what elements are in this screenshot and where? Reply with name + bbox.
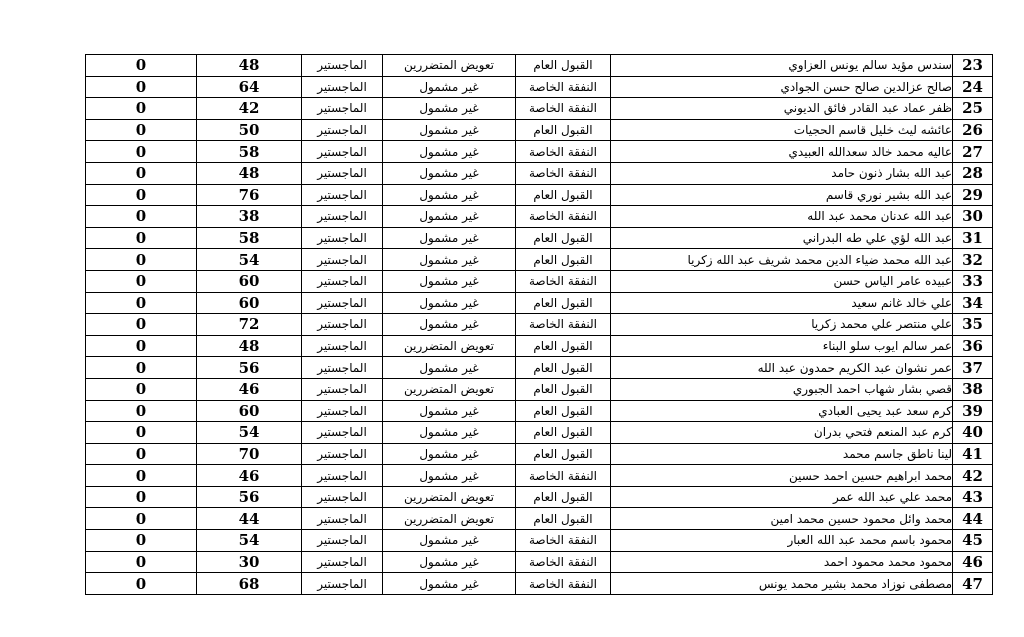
compensation-cell: تعويض المتضررين [383, 378, 516, 400]
score-cell: 76 [197, 184, 302, 206]
table-row [86, 227, 993, 249]
table-row [86, 400, 993, 422]
student-name-cell: علي منتصر علي محمد زكريا [611, 314, 953, 336]
row-number-cell: 29 [953, 184, 993, 206]
compensation-cell: تعويض المتضررين [383, 508, 516, 530]
score-cell: 60 [197, 400, 302, 422]
degree-cell: الماجستير [302, 270, 383, 292]
value-cell: 0 [86, 422, 197, 444]
value-cell: 0 [86, 465, 197, 487]
compensation-cell: غير مشمول [383, 573, 516, 595]
admission-channel-cell: النفقة الخاصة [516, 162, 611, 184]
student-name-cell: كرم عبد المنعم فتحي بدران [611, 422, 953, 444]
row-number-cell: 34 [953, 292, 993, 314]
student-name-cell: عبد الله عدنان محمد عبد الله [611, 206, 953, 228]
score-cell: 68 [197, 573, 302, 595]
table-row [86, 508, 993, 530]
admission-channel-cell: القبول العام [516, 443, 611, 465]
degree-cell: الماجستير [302, 378, 383, 400]
compensation-cell: غير مشمول [383, 400, 516, 422]
student-name-cell: صالح عزالدين صالح حسن الجوادي [611, 76, 953, 98]
student-name-cell: عمر سالم ايوب سلو البناء [611, 335, 953, 357]
compensation-cell: غير مشمول [383, 98, 516, 120]
student-name-cell: سندس مؤيد سالم يونس العزاوي [611, 55, 953, 77]
compensation-cell: غير مشمول [383, 249, 516, 271]
score-cell: 42 [197, 98, 302, 120]
table-row [86, 76, 993, 98]
table-row [86, 443, 993, 465]
table-row [86, 119, 993, 141]
score-cell: 64 [197, 76, 302, 98]
student-name-cell: ظفر عماد عبد القادر فائق الديوني [611, 98, 953, 120]
compensation-cell: تعويض المتضررين [383, 55, 516, 77]
value-cell: 0 [86, 400, 197, 422]
admission-channel-cell: القبول العام [516, 227, 611, 249]
table-row [86, 98, 993, 120]
value-cell: 0 [86, 314, 197, 336]
degree-cell: الماجستير [302, 335, 383, 357]
row-number-cell: 43 [953, 486, 993, 508]
compensation-cell: غير مشمول [383, 141, 516, 163]
degree-cell: الماجستير [302, 98, 383, 120]
score-cell: 58 [197, 227, 302, 249]
score-cell: 60 [197, 270, 302, 292]
score-cell: 48 [197, 162, 302, 184]
score-cell: 70 [197, 443, 302, 465]
compensation-cell: غير مشمول [383, 551, 516, 573]
degree-cell: الماجستير [302, 55, 383, 77]
admission-channel-cell: النفقة الخاصة [516, 551, 611, 573]
table-row [86, 162, 993, 184]
row-number-cell: 31 [953, 227, 993, 249]
value-cell: 0 [86, 378, 197, 400]
value-cell: 0 [86, 443, 197, 465]
score-cell: 56 [197, 357, 302, 379]
admission-channel-cell: القبول العام [516, 249, 611, 271]
value-cell: 0 [86, 162, 197, 184]
student-name-cell: عبيده عامر الياس حسن [611, 270, 953, 292]
degree-cell: الماجستير [302, 141, 383, 163]
degree-cell: الماجستير [302, 422, 383, 444]
student-name-cell: لينا ناطق جاسم محمد [611, 443, 953, 465]
table-row [86, 486, 993, 508]
value-cell: 0 [86, 98, 197, 120]
compensation-cell: غير مشمول [383, 422, 516, 444]
table-row [86, 314, 993, 336]
table-row [86, 249, 993, 271]
score-cell: 38 [197, 206, 302, 228]
score-cell: 60 [197, 292, 302, 314]
table-row [86, 422, 993, 444]
row-number-cell: 44 [953, 508, 993, 530]
score-cell: 48 [197, 335, 302, 357]
score-cell: 44 [197, 508, 302, 530]
row-number-cell: 38 [953, 378, 993, 400]
degree-cell: الماجستير [302, 314, 383, 336]
admission-channel-cell: النفقة الخاصة [516, 314, 611, 336]
table-row [86, 530, 993, 552]
degree-cell: الماجستير [302, 530, 383, 552]
table-row [86, 184, 993, 206]
compensation-cell: غير مشمول [383, 270, 516, 292]
value-cell: 0 [86, 530, 197, 552]
row-number-cell: 36 [953, 335, 993, 357]
value-cell: 0 [86, 335, 197, 357]
row-number-cell: 24 [953, 76, 993, 98]
admission-channel-cell: النفقة الخاصة [516, 98, 611, 120]
table-row [86, 551, 993, 573]
value-cell: 0 [86, 206, 197, 228]
row-number-cell: 47 [953, 573, 993, 595]
degree-cell: الماجستير [302, 443, 383, 465]
row-number-cell: 37 [953, 357, 993, 379]
student-name-cell: عبد الله بشار ذنون حامد [611, 162, 953, 184]
admission-channel-cell: النفقة الخاصة [516, 270, 611, 292]
degree-cell: الماجستير [302, 292, 383, 314]
student-name-cell: عبد الله محمد ضياء الدين محمد شريف عبد الله زكريا [611, 249, 953, 271]
score-cell: 54 [197, 530, 302, 552]
admission-channel-cell: القبول العام [516, 184, 611, 206]
row-number-cell: 42 [953, 465, 993, 487]
degree-cell: الماجستير [302, 486, 383, 508]
admission-channel-cell: القبول العام [516, 378, 611, 400]
row-number-cell: 23 [953, 55, 993, 77]
student-name-cell: عاليه محمد خالد سعدالله العبيدي [611, 141, 953, 163]
degree-cell: الماجستير [302, 206, 383, 228]
row-number-cell: 30 [953, 206, 993, 228]
row-number-cell: 28 [953, 162, 993, 184]
student-name-cell: كرم سعد عبد يحيى العبادي [611, 400, 953, 422]
student-name-cell: علي خالد غانم سعيد [611, 292, 953, 314]
degree-cell: الماجستير [302, 400, 383, 422]
value-cell: 0 [86, 76, 197, 98]
value-cell: 0 [86, 55, 197, 77]
student-name-cell: محمد وائل محمود حسين محمد امين [611, 508, 953, 530]
score-cell: 48 [197, 55, 302, 77]
admission-channel-cell: النفقة الخاصة [516, 530, 611, 552]
table-row [86, 465, 993, 487]
student-name-cell: عبد الله بشير نوري قاسم [611, 184, 953, 206]
student-name-cell: مصطفى نوزاد محمد بشير محمد يونس [611, 573, 953, 595]
score-cell: 46 [197, 378, 302, 400]
compensation-cell: غير مشمول [383, 227, 516, 249]
admission-channel-cell: القبول العام [516, 486, 611, 508]
value-cell: 0 [86, 119, 197, 141]
table-row [86, 206, 993, 228]
table-row [86, 335, 993, 357]
row-number-cell: 26 [953, 119, 993, 141]
admission-channel-cell: النفقة الخاصة [516, 76, 611, 98]
student-name-cell: محمود محمد محمود احمد [611, 551, 953, 573]
degree-cell: الماجستير [302, 508, 383, 530]
degree-cell: الماجستير [302, 76, 383, 98]
degree-cell: الماجستير [302, 573, 383, 595]
value-cell: 0 [86, 508, 197, 530]
admission-channel-cell: القبول العام [516, 357, 611, 379]
compensation-cell: غير مشمول [383, 162, 516, 184]
row-number-cell: 25 [953, 98, 993, 120]
degree-cell: الماجستير [302, 119, 383, 141]
score-cell: 56 [197, 486, 302, 508]
value-cell: 0 [86, 357, 197, 379]
value-cell: 0 [86, 184, 197, 206]
table-row [86, 141, 993, 163]
student-name-cell: عمر نشوان عبد الكريم حمدون عبد الله [611, 357, 953, 379]
student-name-cell: عائشه ليث خليل قاسم الحجيات [611, 119, 953, 141]
student-name-cell: عبد الله لؤي علي طه البدراني [611, 227, 953, 249]
admission-channel-cell: القبول العام [516, 292, 611, 314]
value-cell: 0 [86, 573, 197, 595]
value-cell: 0 [86, 292, 197, 314]
value-cell: 0 [86, 270, 197, 292]
table-body [86, 55, 993, 595]
row-number-cell: 39 [953, 400, 993, 422]
degree-cell: الماجستير [302, 357, 383, 379]
admission-channel-cell: النفقة الخاصة [516, 465, 611, 487]
admission-channel-cell: النفقة الخاصة [516, 206, 611, 228]
results-table [85, 54, 993, 595]
value-cell: 0 [86, 486, 197, 508]
row-number-cell: 32 [953, 249, 993, 271]
score-cell: 58 [197, 141, 302, 163]
compensation-cell: تعويض المتضررين [383, 335, 516, 357]
compensation-cell: غير مشمول [383, 530, 516, 552]
score-cell: 54 [197, 249, 302, 271]
score-cell: 46 [197, 465, 302, 487]
compensation-cell: غير مشمول [383, 206, 516, 228]
compensation-cell: تعويض المتضررين [383, 486, 516, 508]
score-cell: 30 [197, 551, 302, 573]
row-number-cell: 33 [953, 270, 993, 292]
student-name-cell: محمد ابراهيم حسين احمد حسين [611, 465, 953, 487]
row-number-cell: 40 [953, 422, 993, 444]
table-row [86, 573, 993, 595]
compensation-cell: غير مشمول [383, 314, 516, 336]
row-number-cell: 27 [953, 141, 993, 163]
admission-channel-cell: القبول العام [516, 335, 611, 357]
value-cell: 0 [86, 227, 197, 249]
admission-channel-cell: النفقة الخاصة [516, 573, 611, 595]
compensation-cell: غير مشمول [383, 119, 516, 141]
score-cell: 50 [197, 119, 302, 141]
compensation-cell: غير مشمول [383, 76, 516, 98]
value-cell: 0 [86, 249, 197, 271]
admission-channel-cell: القبول العام [516, 422, 611, 444]
student-name-cell: قصي بشار شهاب احمد الجبوري [611, 378, 953, 400]
row-number-cell: 41 [953, 443, 993, 465]
admission-channel-cell: القبول العام [516, 119, 611, 141]
admission-channel-cell: القبول العام [516, 508, 611, 530]
row-number-cell: 46 [953, 551, 993, 573]
compensation-cell: غير مشمول [383, 443, 516, 465]
admission-channel-cell: القبول العام [516, 400, 611, 422]
table-row [86, 55, 993, 77]
table-row [86, 270, 993, 292]
value-cell: 0 [86, 141, 197, 163]
degree-cell: الماجستير [302, 465, 383, 487]
degree-cell: الماجستير [302, 551, 383, 573]
compensation-cell: غير مشمول [383, 357, 516, 379]
student-name-cell: محمود باسم محمد عبد الله العبار [611, 530, 953, 552]
row-number-cell: 35 [953, 314, 993, 336]
score-cell: 72 [197, 314, 302, 336]
value-cell: 0 [86, 551, 197, 573]
compensation-cell: غير مشمول [383, 465, 516, 487]
admission-channel-cell: القبول العام [516, 55, 611, 77]
degree-cell: الماجستير [302, 249, 383, 271]
row-number-cell: 45 [953, 530, 993, 552]
admission-channel-cell: النفقة الخاصة [516, 141, 611, 163]
score-cell: 54 [197, 422, 302, 444]
degree-cell: الماجستير [302, 162, 383, 184]
table-row [86, 357, 993, 379]
degree-cell: الماجستير [302, 227, 383, 249]
compensation-cell: غير مشمول [383, 292, 516, 314]
table-row [86, 378, 993, 400]
table-row [86, 292, 993, 314]
student-name-cell: محمد علي عبد الله عمر [611, 486, 953, 508]
compensation-cell: غير مشمول [383, 184, 516, 206]
degree-cell: الماجستير [302, 184, 383, 206]
